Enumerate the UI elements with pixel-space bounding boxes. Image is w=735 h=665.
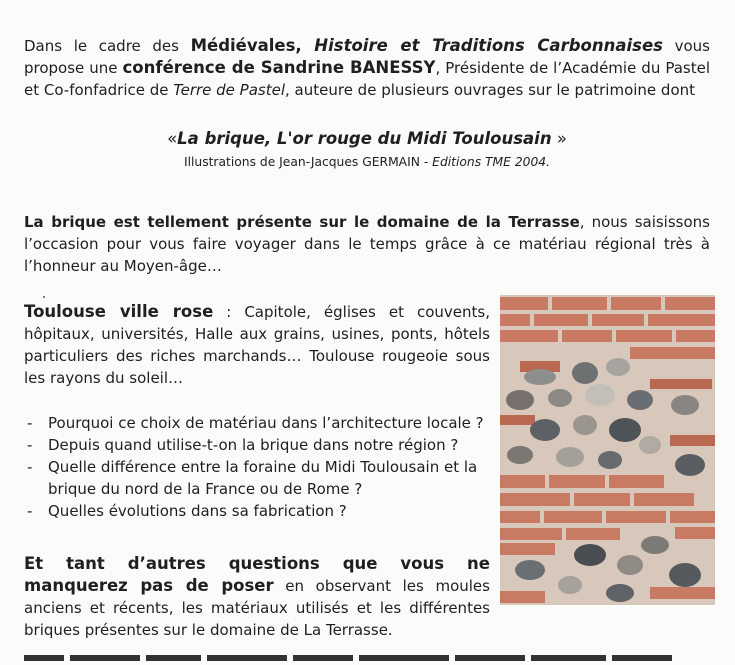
intro-paragraph: Dans le cadre des Médiévales, Histoire et Traditions Carbonnaises vous propose une conférence de Sandrine BANESSY, Présidente de l’Académie du Pastel et Co-fonfadrice de Terre de Pastel, auteure de plusieurs ouvrages sur le patrimoine dont	[24, 36, 710, 99]
list-item: - Depuis quand utilise-t-on la brique dans notre région ?	[24, 434, 494, 456]
questions-list	[24, 412, 494, 522]
list-item: - Quelle différence entre la foraine du Midi Toulousain et la brique du nord de la France ou de Rome ?	[24, 456, 494, 500]
book-title: «La brique, L'or rouge du Midi Toulousain »	[167, 129, 567, 148]
brand-name: Terre de Pastel	[173, 81, 285, 99]
cut-off-text-line	[24, 655, 714, 665]
brick-wall-photo	[500, 295, 715, 605]
paragraph-toulouse: Toulouse ville rose : Capitole, églises et couvents, hôpitaux, universités, Halle aux grains, usines, ponts, hôtels particuliers des riches marchands… Toulouse rougeoie sous les rayons du soleil…	[24, 302, 490, 387]
conference-speaker: conférence de Sandrine BANESSY	[122, 58, 436, 77]
paragraph-terrasse: La brique est tellement présente sur le domaine de la Terrasse, nous saisissons l’occasion pour vous faire voyager dans le temps grâce à ce matériau régional très à l’honneur au Moyen-âge…	[24, 213, 710, 275]
list-item: - Quelles évolutions dans sa fabrication ?	[24, 500, 494, 522]
paragraph-questions: Et tant d’autres questions que vous ne manquerez pas de poser en observant les moules anciens et récents, les matériaux utilisés et les différentes briques présentes sur le domaine de La Terrasse.	[24, 554, 490, 639]
org-name: Médiévales,	[190, 36, 302, 55]
brick-wall-image	[500, 295, 715, 605]
org-subtitle: Histoire et Traditions Carbonnaises	[301, 36, 663, 55]
speck-mark	[43, 296, 45, 298]
book-credit: Illustrations de Jean-Jacques GERMAIN - Editions TME 2004.	[183, 155, 551, 169]
list-item: - Pourquoi ce choix de matériau dans l’architecture locale ?	[24, 412, 494, 434]
